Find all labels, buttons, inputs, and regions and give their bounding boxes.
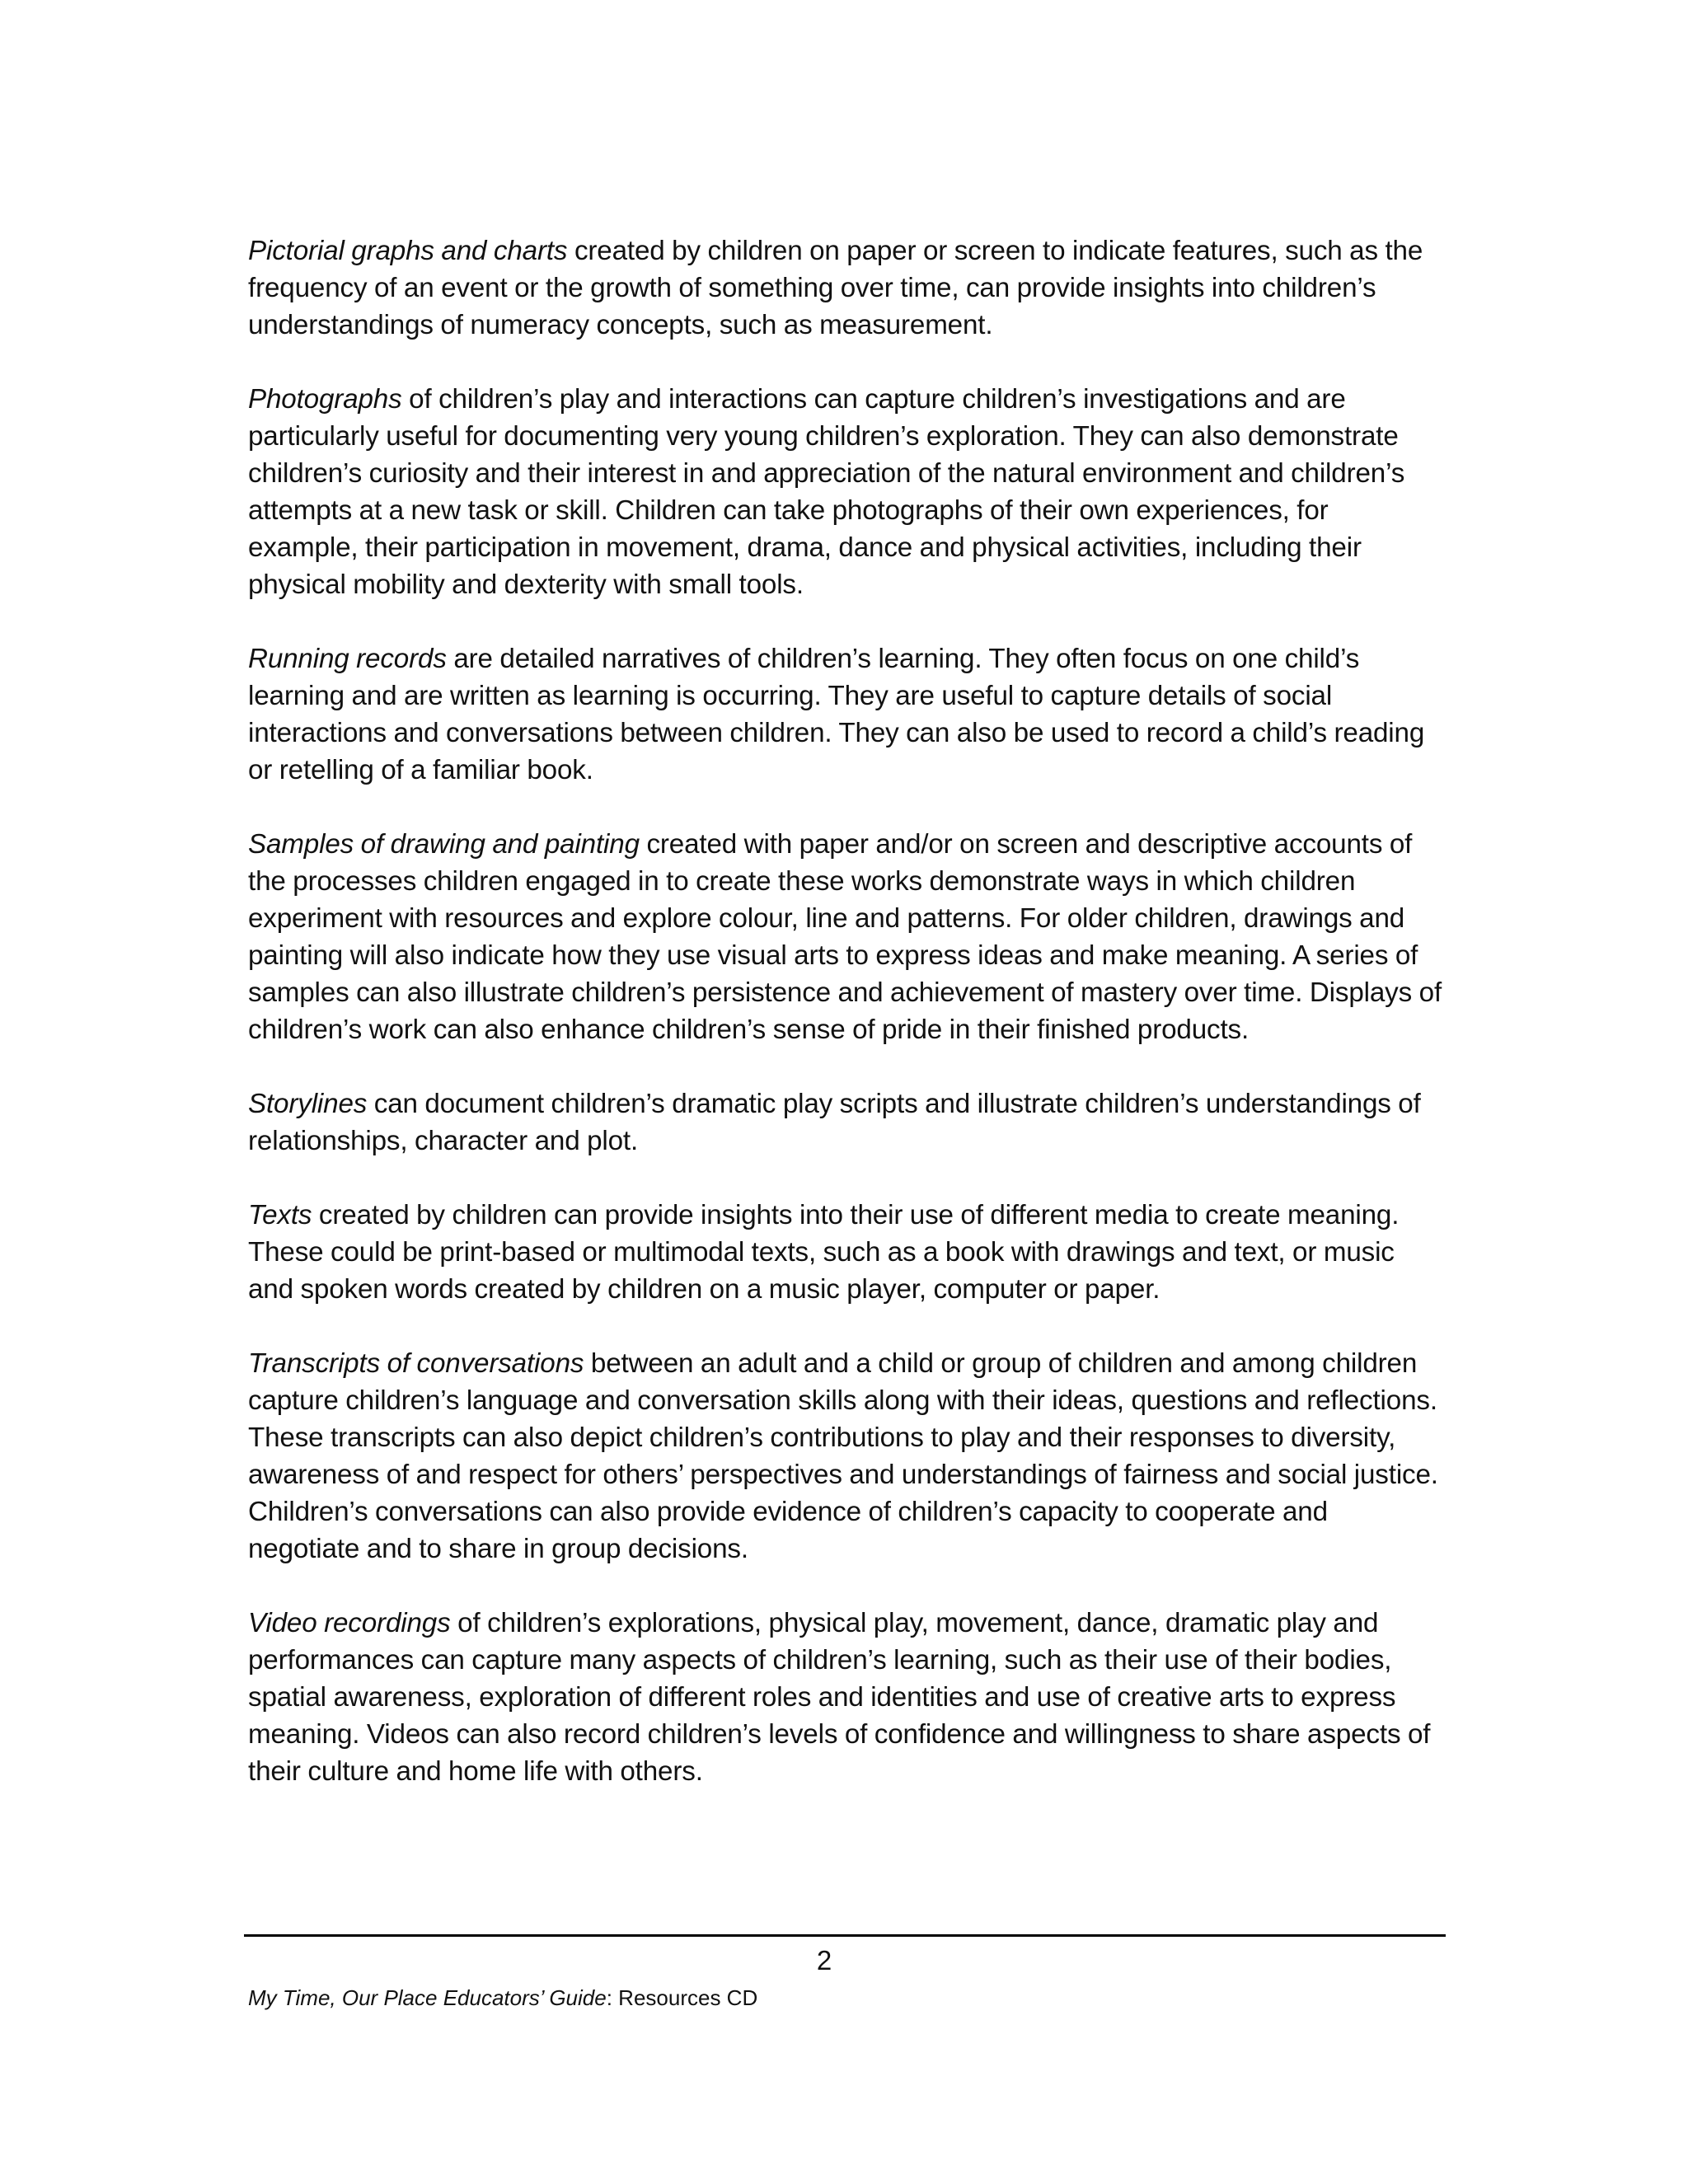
paragraph-storylines xyxy=(248,1085,1445,1160)
guide-suffix: : Resources CD xyxy=(606,1985,758,2010)
paragraph-term: Storylines xyxy=(248,1089,368,1119)
paragraph-video-recordings xyxy=(248,1605,1445,1790)
paragraph-text: created with paper and/or on screen and descriptive accounts of the processes children engaged in to create these works demonstrate ways in which children experiment with resources and explore colour, line and patterns. For older children, drawings and painting will also indicate how they use visual arts to express ideas and make meaning. A series of samples can also illustrate children’s persistence and achievement of mastery over time. Displays of children’s work can also enhance children’s sense of pride in their finished products. xyxy=(248,829,1442,1045)
paragraph-text: between an adult and a child or group of children and among children capture children’s language and conversation skills along with their ideas, questions and reflections. These transcripts can also depict children’s contributions to play and their responses to diversity, awareness of and respect for others’ perspectives and understandings of fairness and social justice. Children’s conversations can also provide evidence of children’s capacity to cooperate and negotiate and to share in group decisions. xyxy=(248,1348,1438,1564)
paragraph-text: are detailed narratives of children’s learning. They often focus on one child’s learning and are written as learning is occurring. They are useful to capture details of social interactions and conversations between children. They can also be used to record a child’s reading or retelling of a familiar book. xyxy=(248,644,1425,785)
paragraph-term: Transcripts of conversations xyxy=(248,1348,584,1379)
footer-caption xyxy=(248,1983,757,2013)
paragraph-text: of children’s explorations, physical play, movement, dance, dramatic play and performances can capture many aspects of children’s learning, such as their use of their bodies, spatial awareness, exploration of different roles and identities and use of creative arts to express meaning. Videos can also record children’s levels of confidence and willingness to share aspects of their culture and home life with others. xyxy=(248,1608,1431,1787)
paragraph-transcripts xyxy=(248,1345,1445,1568)
paragraph-term: Pictorial graphs and charts xyxy=(248,236,568,266)
paragraph-running-records xyxy=(248,640,1445,789)
paragraph-photographs xyxy=(248,381,1445,603)
paragraph-text: can document children’s dramatic play scripts and illustrate children’s understandings of relationships, character and plot. xyxy=(248,1089,1421,1156)
paragraph-term: Samples of drawing and painting xyxy=(248,829,640,860)
paragraph-pictorial-graphs xyxy=(248,232,1445,344)
paragraph-term: Video recordings xyxy=(248,1608,451,1638)
paragraph-samples-drawing xyxy=(248,826,1445,1048)
paragraph-term: Running records xyxy=(248,644,447,674)
page-number: 2 xyxy=(816,1945,832,1975)
paragraph-text: created by children on paper or screen to indicate features, such as the frequency of an event or the growth of something over time, can provide insights into children’s understandings of numeracy concepts, such as measurement. xyxy=(248,236,1423,340)
guide-title: My Time, Our Place Educators’ Guide xyxy=(248,1985,607,2010)
paragraph-term: Texts xyxy=(248,1200,312,1230)
paragraph-text: of children’s play and interactions can capture children’s investigations and are particularly useful for documenting very young children’s exploration. They can also demonstrate children’s curiosity and their interest in and appreciation of the natural environment and children’s attempts at a new task or skill. Children can take photographs of their own experiences, for example, their participation in movement, drama, dance and physical activities, including their physical mobility and dexterity with small tools. xyxy=(248,384,1405,600)
body-content xyxy=(248,232,1445,1827)
footer-divider xyxy=(244,1934,1446,1937)
paragraph-term: Photographs xyxy=(248,384,402,415)
paragraph-text: created by children can provide insights into their use of different media to create meaning. These could be print-based or multimodal texts, such as a book with drawings and text, or music and spoken words created by children on a music player, computer or paper. xyxy=(248,1200,1400,1305)
paragraph-texts xyxy=(248,1197,1445,1308)
